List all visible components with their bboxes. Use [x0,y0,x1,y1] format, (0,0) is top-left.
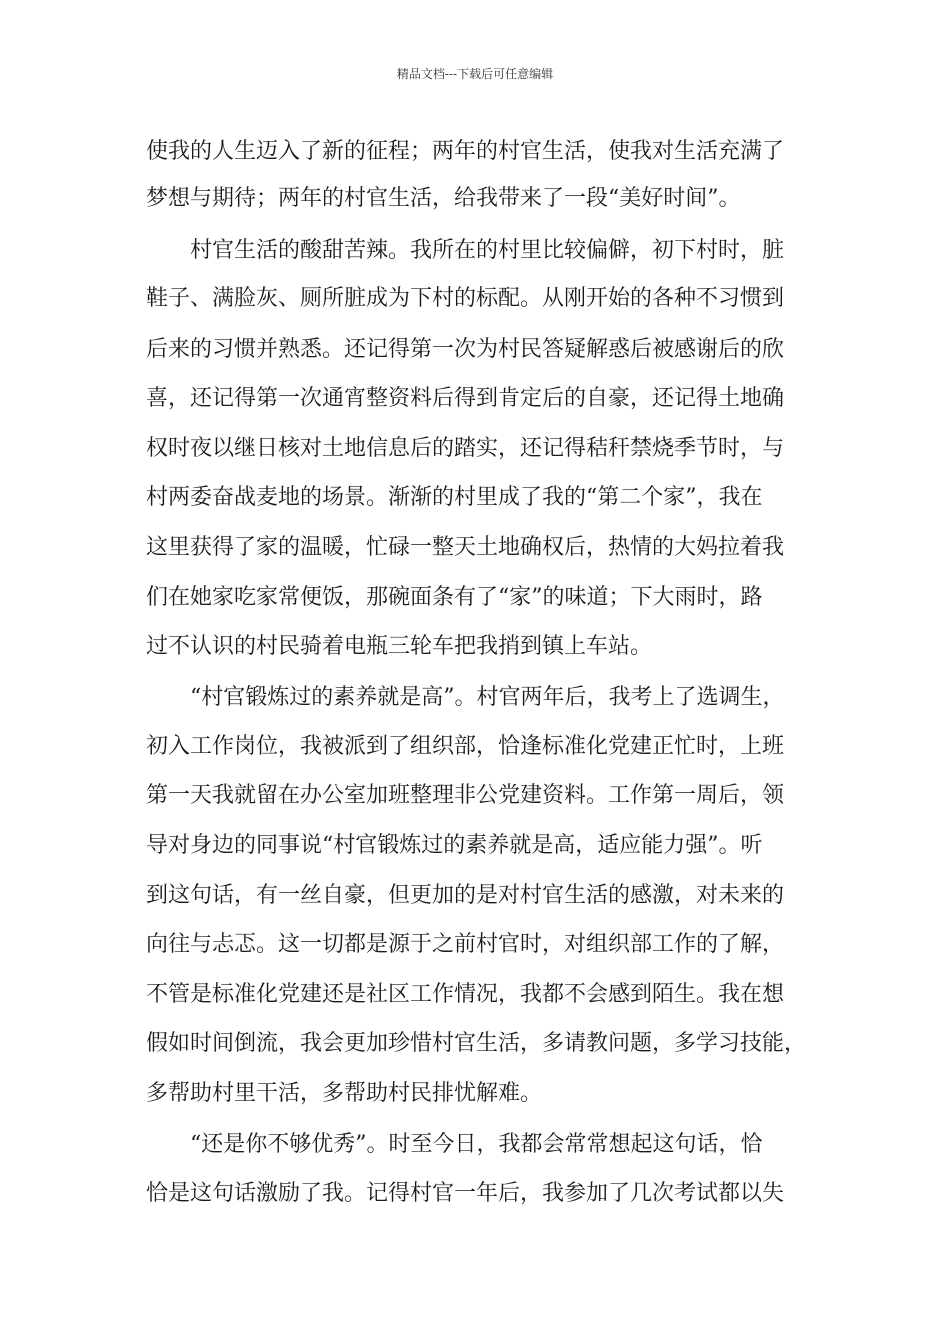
text-line: 梦想与期待；两年的村官生活，给我带来了一段“美好时间”。 [146,186,741,211]
text-line: 导对身边的同事说“村官锻炼过的素养就是高，适应能力强”。听 [146,833,763,858]
text-line: 假如时间倒流，我会更加珍惜村官生活，多请教问题，多学习技能， [146,1031,807,1056]
text-line: 第一天我就留在办公室加班整理非公党建资料。工作第一周后，领 [146,783,785,808]
text-line: 恰是这句话激励了我。记得村官一年后，我参加了几次考试都以失 [146,1181,785,1206]
page-header: 精品文档---下载后可任意编辑 [396,67,554,81]
text-line: 们在她家吃家常便饭，那碗面条有了“家”的味道；下大雨时，路 [146,585,763,610]
text-line: 后来的习惯并熟悉。还记得第一次为村民答疑解惑后被感谢后的欣 [146,337,785,362]
text-line: “村官锻炼过的素养就是高”。村官两年后，我考上了选调生， [146,685,785,710]
text-line: “还是你不够优秀”。时至今日，我都会常常想起这句话，恰 [146,1132,763,1157]
text-line: 喜，还记得第一次通宵整资料后得到肯定后的自豪，还记得土地确 [146,386,785,411]
text-line: 不管是标准化党建还是社区工作情况，我都不会感到陌生。我在想 [146,982,785,1007]
text-line: 多帮助村里干活，多帮助村民排忧解难。 [146,1081,543,1106]
text-line: 到这句话，有一丝自豪，但更加的是对村官生活的感激，对未来的 [146,883,785,908]
text-line: 村两委奋战麦地的场景。渐渐的村里成了我的“第二个家”，我在 [146,485,763,510]
text-line: 初入工作岗位，我被派到了组织部，恰逢标准化党建正忙时，上班 [146,734,785,759]
text-line: 使我的人生迈入了新的征程；两年的村官生活，使我对生活充满了 [146,139,785,164]
text-line: 鞋子、满脸灰、厕所脏成为下村的标配。从刚开始的各种不习惯到 [146,286,785,311]
text-line: 村官生活的酸甜苦辣。我所在的村里比较偏僻，初下村时，脏 [146,238,785,263]
text-line: 权时夜以继日核对土地信息后的踏实，还记得秸秆禁烧季节时，与 [146,436,785,461]
text-line: 这里获得了家的温暖，忙碌一整天土地确权后，热情的大妈拉着我 [146,535,785,560]
text-line: 向往与忐忑。这一切都是源于之前村官时，对组织部工作的了解， [146,932,785,957]
text-line: 过不认识的村民骑着电瓶三轮车把我捎到镇上车站。 [146,634,653,659]
